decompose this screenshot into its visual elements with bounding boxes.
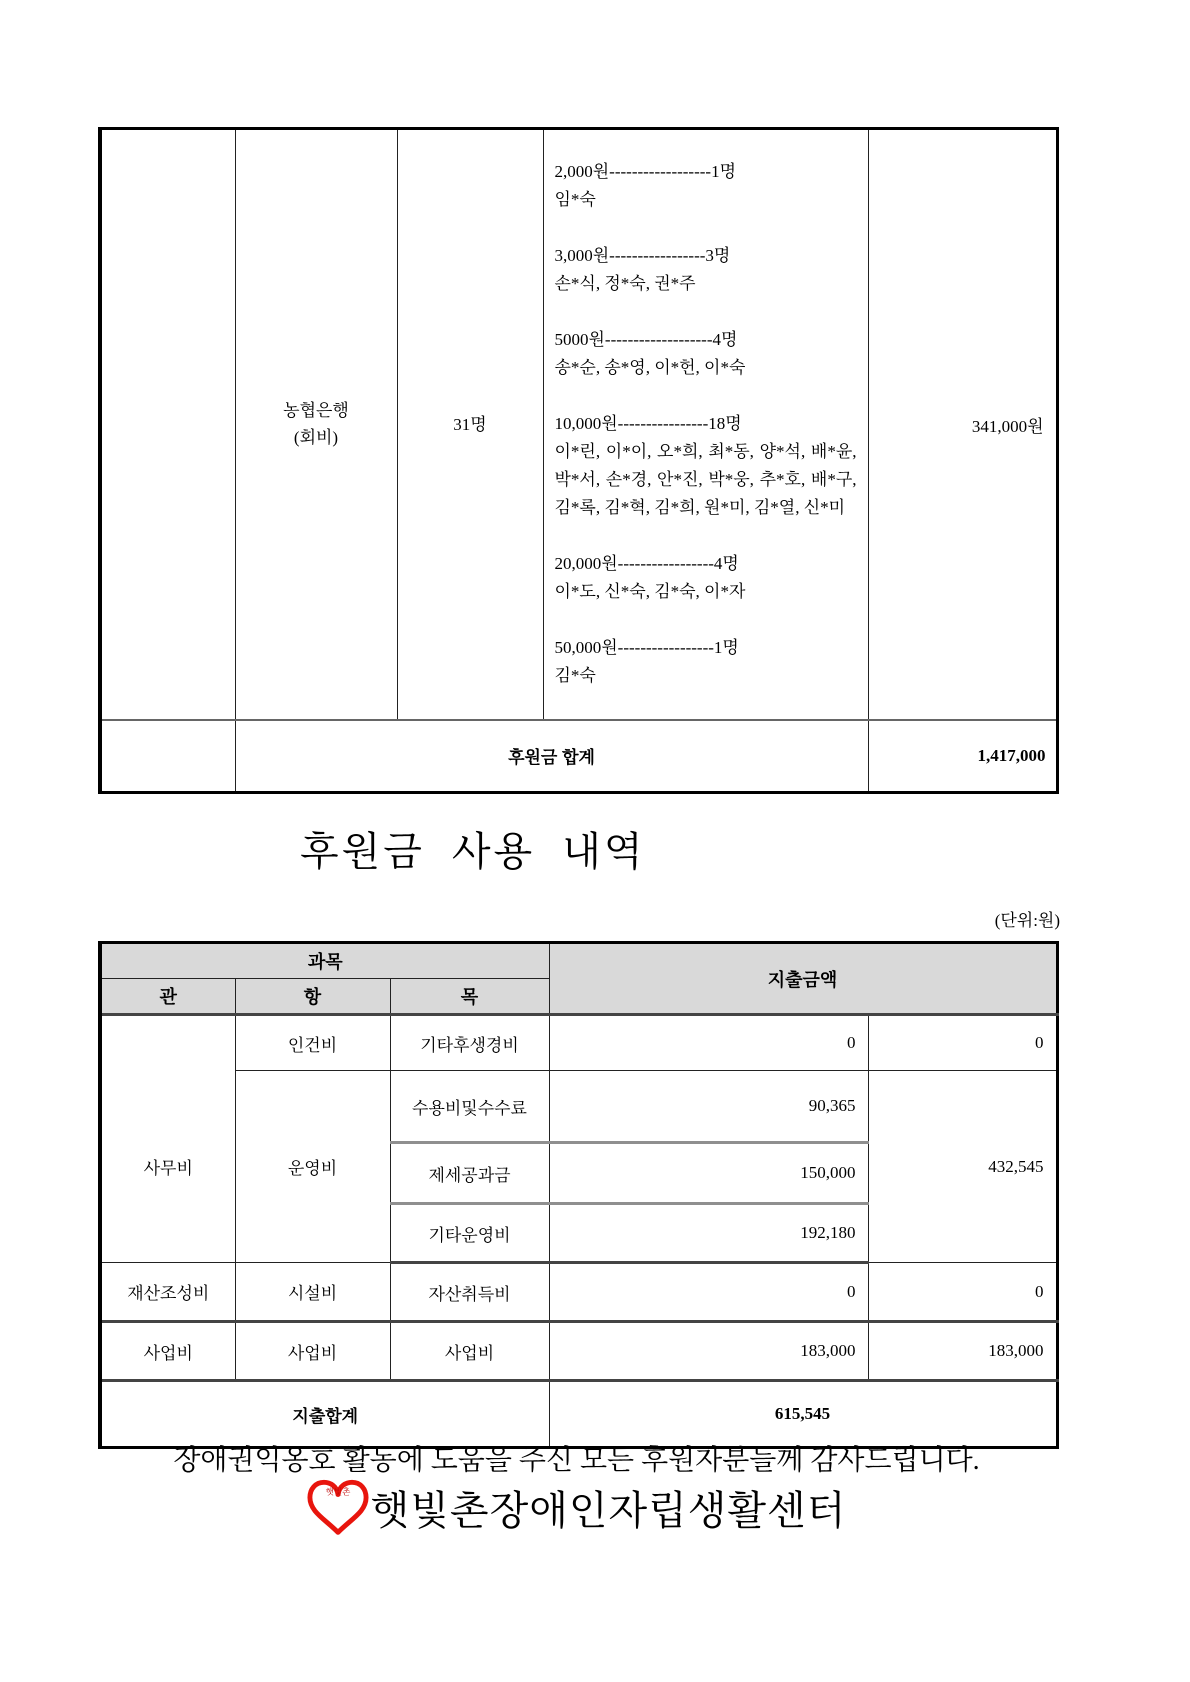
donation-total-label: 후원금 합계	[235, 720, 868, 793]
donation-group	[555, 242, 857, 298]
unit-note: (단위:원)	[994, 911, 1060, 930]
donation-table	[98, 127, 1059, 794]
amount1-cell: 192,180	[549, 1204, 868, 1263]
amount-line: 3,000원-----------------3명	[554, 246, 731, 266]
donation-total-amount: 1,417,000	[868, 720, 1057, 793]
expense-row-asset	[100, 1263, 1057, 1322]
amount2-cell: 0	[868, 1263, 1057, 1322]
expense-row-labor	[100, 1015, 1057, 1071]
mok-cell: 수용비및수수료	[390, 1071, 549, 1143]
amount2-cell: 183,000	[868, 1322, 1057, 1381]
page-title: 후원금 사용 내역	[300, 829, 646, 874]
gwan-samubi: 사무비	[100, 1015, 235, 1263]
org-name: 햇빛촌장애인자립생활센터	[370, 1487, 847, 1533]
donor-names: 손*식, 정*숙, 권*주	[554, 274, 696, 294]
header-amount: 지출금액	[549, 943, 1057, 1015]
thanks-message: 장애권익옹호 활동에 도움을 주신 모든 후원자분들께 감사드립니다.	[173, 1445, 980, 1476]
amount1-cell: 150,000	[549, 1143, 868, 1204]
donation-group	[555, 158, 857, 214]
amount-line: 10,000원----------------18명	[554, 414, 742, 434]
donor-names: 임*숙	[554, 190, 596, 210]
header-subject: 과목	[100, 943, 549, 979]
mok-cell: 제세공과금	[390, 1143, 549, 1204]
header-mok: 목	[390, 979, 549, 1015]
mok-cell: 기타운영비	[390, 1204, 549, 1263]
amount-line: 50,000원-----------------1명	[554, 638, 739, 658]
donation-total-row	[100, 720, 1057, 793]
mok-cell: 사업비	[390, 1322, 549, 1381]
amount2-cell: 0	[868, 1015, 1057, 1071]
expense-total-label: 지출합계	[100, 1381, 549, 1448]
gwan-cell: 재산조성비	[100, 1263, 235, 1322]
hang-cell: 인건비	[235, 1015, 390, 1071]
gwan-cell: 사업비	[100, 1322, 235, 1381]
expense-total-amount: 615,545	[549, 1381, 1057, 1448]
expense-row-supplies	[100, 1071, 1057, 1143]
donation-row	[100, 129, 1057, 720]
amount1-cell: 0	[549, 1015, 868, 1071]
mok-cell: 기타후생경비	[390, 1015, 549, 1071]
donor-names: 이*도, 신*숙, 김*숙, 이*자	[554, 582, 746, 602]
donation-group	[555, 326, 857, 382]
amount2-merged-cell: 432,545	[868, 1071, 1057, 1263]
donation-empty-cell	[100, 129, 235, 720]
heart-logo-icon	[307, 1478, 369, 1536]
amount1-cell: 183,000	[549, 1322, 868, 1381]
donor-count-cell: 31명	[397, 129, 543, 720]
donation-amount-cell: 341,000원	[868, 129, 1057, 720]
amount1-cell: 90,365	[549, 1071, 868, 1143]
donation-total-empty-cell	[100, 720, 235, 793]
amount1-cell: 0	[549, 1263, 868, 1322]
donation-group	[555, 410, 857, 522]
bank-name: 농협은행	[283, 401, 349, 421]
donation-bank-cell	[235, 129, 397, 720]
heart-label-text: 햇빛촌	[325, 1486, 351, 1497]
donor-names: 송*순, 송*영, 이*헌, 이*숙	[554, 358, 746, 378]
expense-header-row1	[100, 943, 1057, 979]
amount-line: 2,000원------------------1명	[554, 162, 736, 182]
hang-cell: 사업비	[235, 1322, 390, 1381]
mok-cell: 자산취득비	[390, 1263, 549, 1322]
hang-unyeongbi: 운영비	[235, 1071, 390, 1263]
amount-line: 5000원-------------------4명	[554, 330, 738, 350]
header-gwan: 관	[100, 979, 235, 1015]
hang-cell: 시설비	[235, 1263, 390, 1322]
donor-names: 김*숙	[554, 666, 596, 686]
expense-table	[98, 941, 1059, 1449]
amount-line: 20,000원-----------------4명	[554, 554, 739, 574]
header-hang: 항	[235, 979, 390, 1015]
bank-subname: (회비)	[293, 428, 339, 448]
donor-names: 이*린, 이*이, 오*희, 최*동, 양*석, 배*윤, 박*서, 손*경, 안*진, 박*웅, 추*호, 배*구, 김*록, 김*혁, 김*희, 원*미, 김*열, 신*미	[554, 442, 857, 518]
donation-group	[555, 550, 857, 606]
expense-row-project	[100, 1322, 1057, 1381]
donation-group	[555, 634, 857, 690]
org-logo-row	[98, 1478, 1055, 1536]
donation-detail-cell	[543, 129, 868, 720]
